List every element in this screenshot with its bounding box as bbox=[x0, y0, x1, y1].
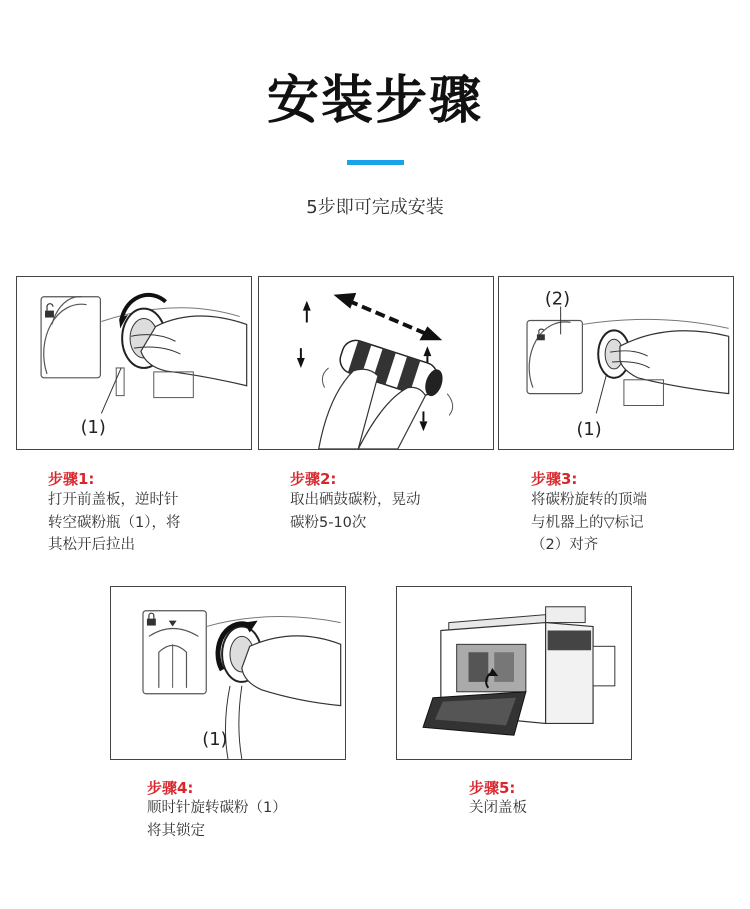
toner-lock-drawing bbox=[111, 587, 345, 759]
toner-align-drawing bbox=[499, 277, 733, 449]
toner-unlock-drawing bbox=[17, 277, 251, 449]
step-2-illustration bbox=[258, 276, 494, 450]
unlock-icon bbox=[45, 304, 54, 318]
step-1-title: 步骤1: bbox=[48, 470, 95, 488]
step-3-description: 将碳粉旋转的顶端 与机器上的▽标记 （2）对齐 bbox=[531, 492, 647, 553]
step-4-title: 步骤4: bbox=[147, 779, 194, 797]
step-1-description: 打开前盖板，逆时针 转空碳粉瓶（1），将 其松开后拉出 bbox=[48, 492, 181, 553]
printer-close-cover-drawing bbox=[397, 587, 631, 759]
step-4-illustration bbox=[110, 586, 346, 760]
step-2-title: 步骤2: bbox=[290, 470, 337, 488]
step-5-title: 步骤5: bbox=[469, 779, 516, 797]
step-3-label: (1) bbox=[576, 419, 602, 441]
step-3-label-2: (2) bbox=[544, 288, 571, 310]
page-subtitle: 5步即可完成安装 bbox=[306, 197, 444, 218]
step-5-description: 关闭盖板 bbox=[469, 800, 527, 816]
step-5-illustration bbox=[396, 586, 632, 760]
toner-shake-drawing bbox=[259, 277, 493, 449]
step-3-illustration bbox=[498, 276, 734, 450]
title-accent-bar bbox=[347, 160, 404, 165]
page-title: 安装步骤 bbox=[266, 71, 483, 131]
step-3-title: 步骤3: bbox=[531, 470, 578, 488]
step-2-description: 取出硒鼓碳粉，晃动 碳粉5-10次 bbox=[290, 492, 421, 531]
step-1-label: (1) bbox=[80, 417, 106, 439]
shake-arrow-icon bbox=[333, 293, 442, 340]
step-4-label: (1) bbox=[202, 729, 228, 751]
step-4-description: 顺时针旋转碳粉（1） 将其锁定 bbox=[147, 800, 287, 839]
lock-icon bbox=[147, 613, 156, 625]
step-1-illustration bbox=[16, 276, 252, 450]
